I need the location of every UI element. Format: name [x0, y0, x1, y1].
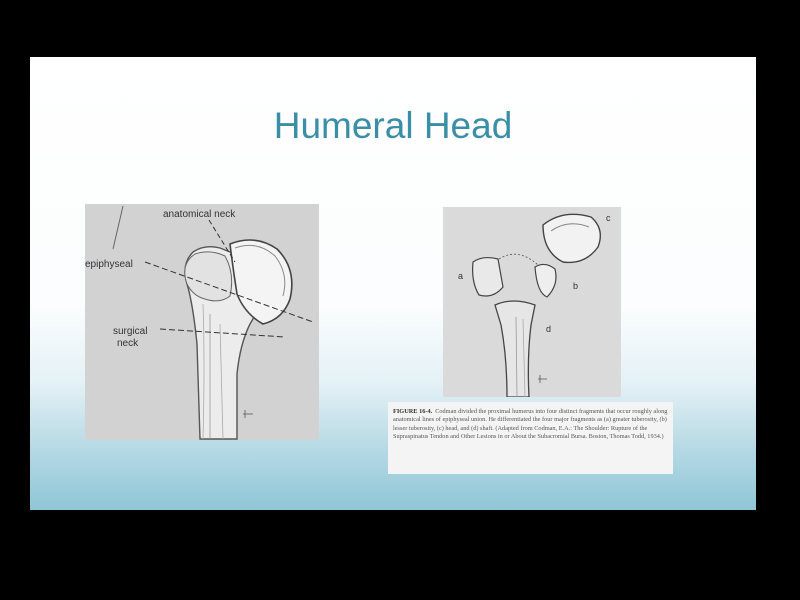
- label-neck: neck: [117, 338, 139, 349]
- humerus-anatomy-illustration: [85, 204, 319, 440]
- figure-caption: [388, 402, 673, 474]
- slide: [30, 57, 756, 510]
- label-d: d: [546, 324, 552, 334]
- humerus-anatomy-drawing: [85, 204, 319, 440]
- label-b: b: [573, 281, 579, 291]
- label-epiphyseal: epiphyseal: [85, 259, 133, 270]
- label-a: a: [458, 271, 464, 281]
- label-surgical: surgical: [113, 326, 148, 337]
- caption-figure-number: FIGURE 16-4.: [393, 408, 433, 415]
- label-anatomical-neck: anatomical neck: [163, 209, 236, 220]
- label-c: c: [606, 213, 611, 223]
- caption-text: Codman divided the proximal humerus into four distinct fragments that occur roughly along anatomical lines of epiphyseal union. He differentiated the four major fragments as (a) greater tuberosity, (b) lesser tuberosity, (c) head, and (d) shaft. (Adapted from Codman, E.A.: The Shoulder: Rupture of the Supraspinatus Tendon and Other Lesions in or About the Subacromial Bursa. Boston, Thomas Todd, 1934.): [393, 408, 668, 440]
- slide-title: Humeral Head: [273, 105, 513, 146]
- four-part-fracture-illustration: [443, 207, 621, 397]
- fracture-fragments-drawing: [443, 207, 621, 397]
